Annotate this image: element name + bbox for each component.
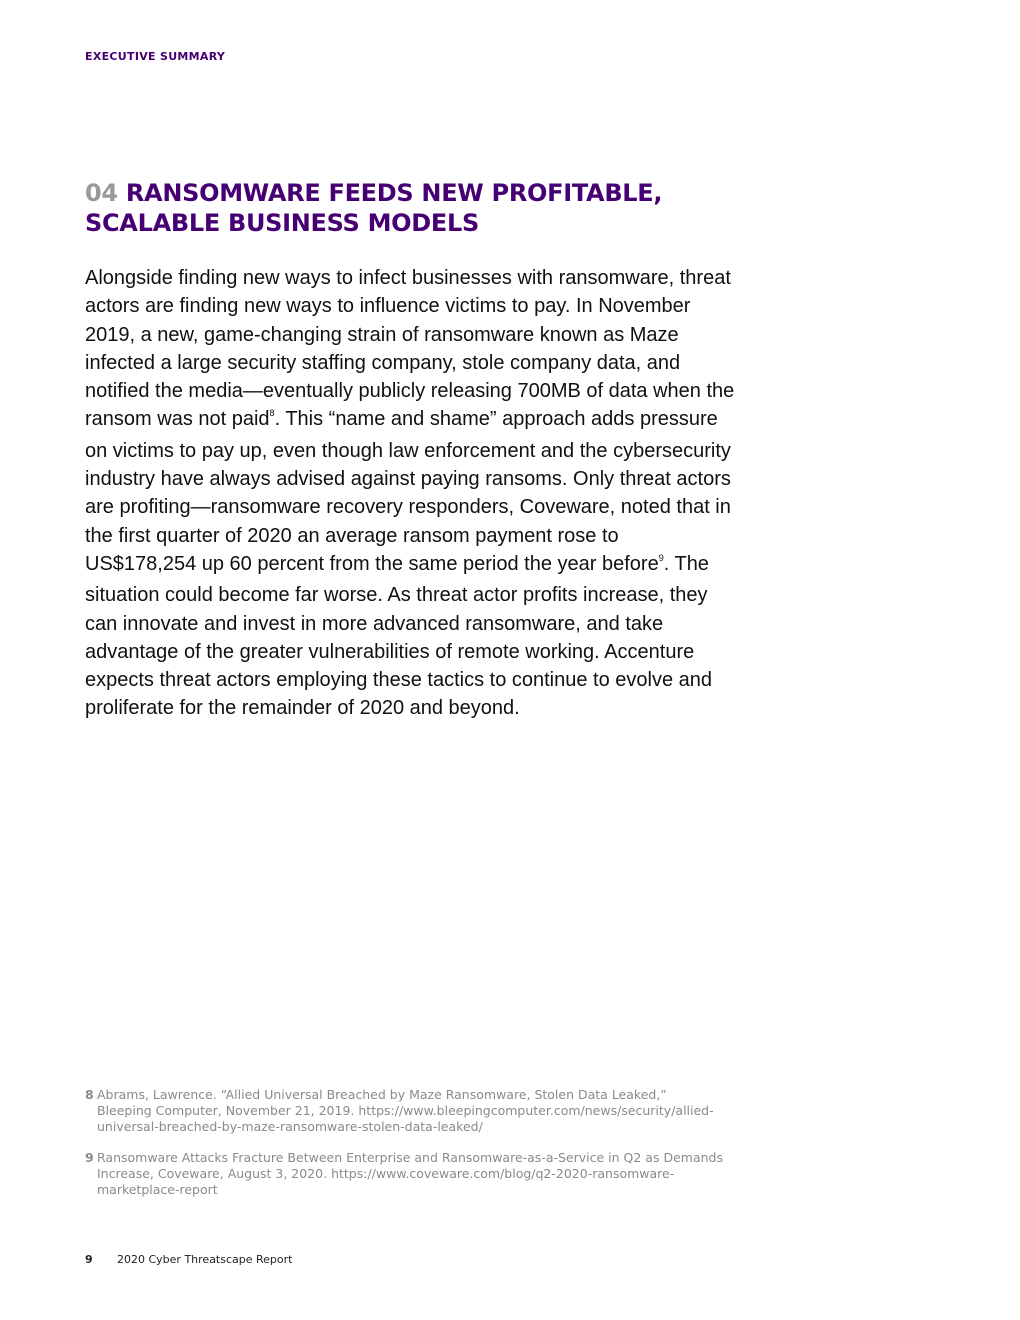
section-number: 04 (85, 179, 118, 207)
section-title: RANSOMWARE FEEDS NEW PROFITABLE, SCALABLE BUSINESS MODELS (85, 179, 663, 237)
footnote-ref-9: 9 (658, 552, 664, 563)
footnote-number: 8 (85, 1087, 94, 1102)
footnotes (85, 1087, 725, 1213)
page-footer (85, 1253, 292, 1266)
body-paragraph (85, 264, 735, 723)
body-text-part-1: Alongside finding new ways to infect businesses with ransomware, threat actors are finding new ways to influence victims to pay. In November 2019, a new, game-changing strain of ransomware known as Maze infected a large security staffing company, stole company data, and notified the media—eventually publicly releasing 700MB of data when the ransom was not paid (85, 267, 735, 431)
page-number: 9 (85, 1253, 93, 1266)
page-title (85, 178, 745, 238)
footnote-8 (85, 1087, 725, 1135)
body-text-part-3: . The situation could become far worse. As threat actor profits increase, they can innovate and invest in more advanced ransomware, and take advantage of the greater vulnerabilities of remote working. Accenture expects threat actors employing these tactics to continue to evolve and proliferate for the remainder of 2020 and beyond. (85, 552, 713, 720)
footnote-number: 9 (85, 1150, 94, 1165)
report-title: 2020 Cyber Threatscape Report (117, 1253, 293, 1266)
footnote-text: Abrams, Lawrence. “Allied Universal Breached by Maze Ransomware, Stolen Data Leaked,” Bleeping Computer, November 21, 2019. https://www.bleepingcomputer.com/news/security/allied-universal-breached-by-maze-ransomware-stolen-data-leaked/ (97, 1087, 714, 1134)
footnote-ref-8: 8 (269, 408, 275, 419)
footnote-9 (85, 1150, 725, 1198)
footnote-text: Ransomware Attacks Fracture Between Enterprise and Ransomware-as-a-Service in Q2 as Demands Increase, Coveware, August 3, 2020. https://www.coveware.com/blog/q2-2020-ransomware-marketplace-report (97, 1150, 723, 1197)
body-text-part-2: . This “name and shame” approach adds pressure on victims to pay up, even though law enforcement and the cybersecurity industry have always advised against paying ransoms. Only threat actors are profiting—ransomware recovery responders, Coveware, noted that in the first quarter of 2020 an average ransom payment rose to US$178,254 up 60 percent from the same period the year before (85, 408, 731, 575)
section-label: EXECUTIVE SUMMARY (85, 50, 226, 63)
